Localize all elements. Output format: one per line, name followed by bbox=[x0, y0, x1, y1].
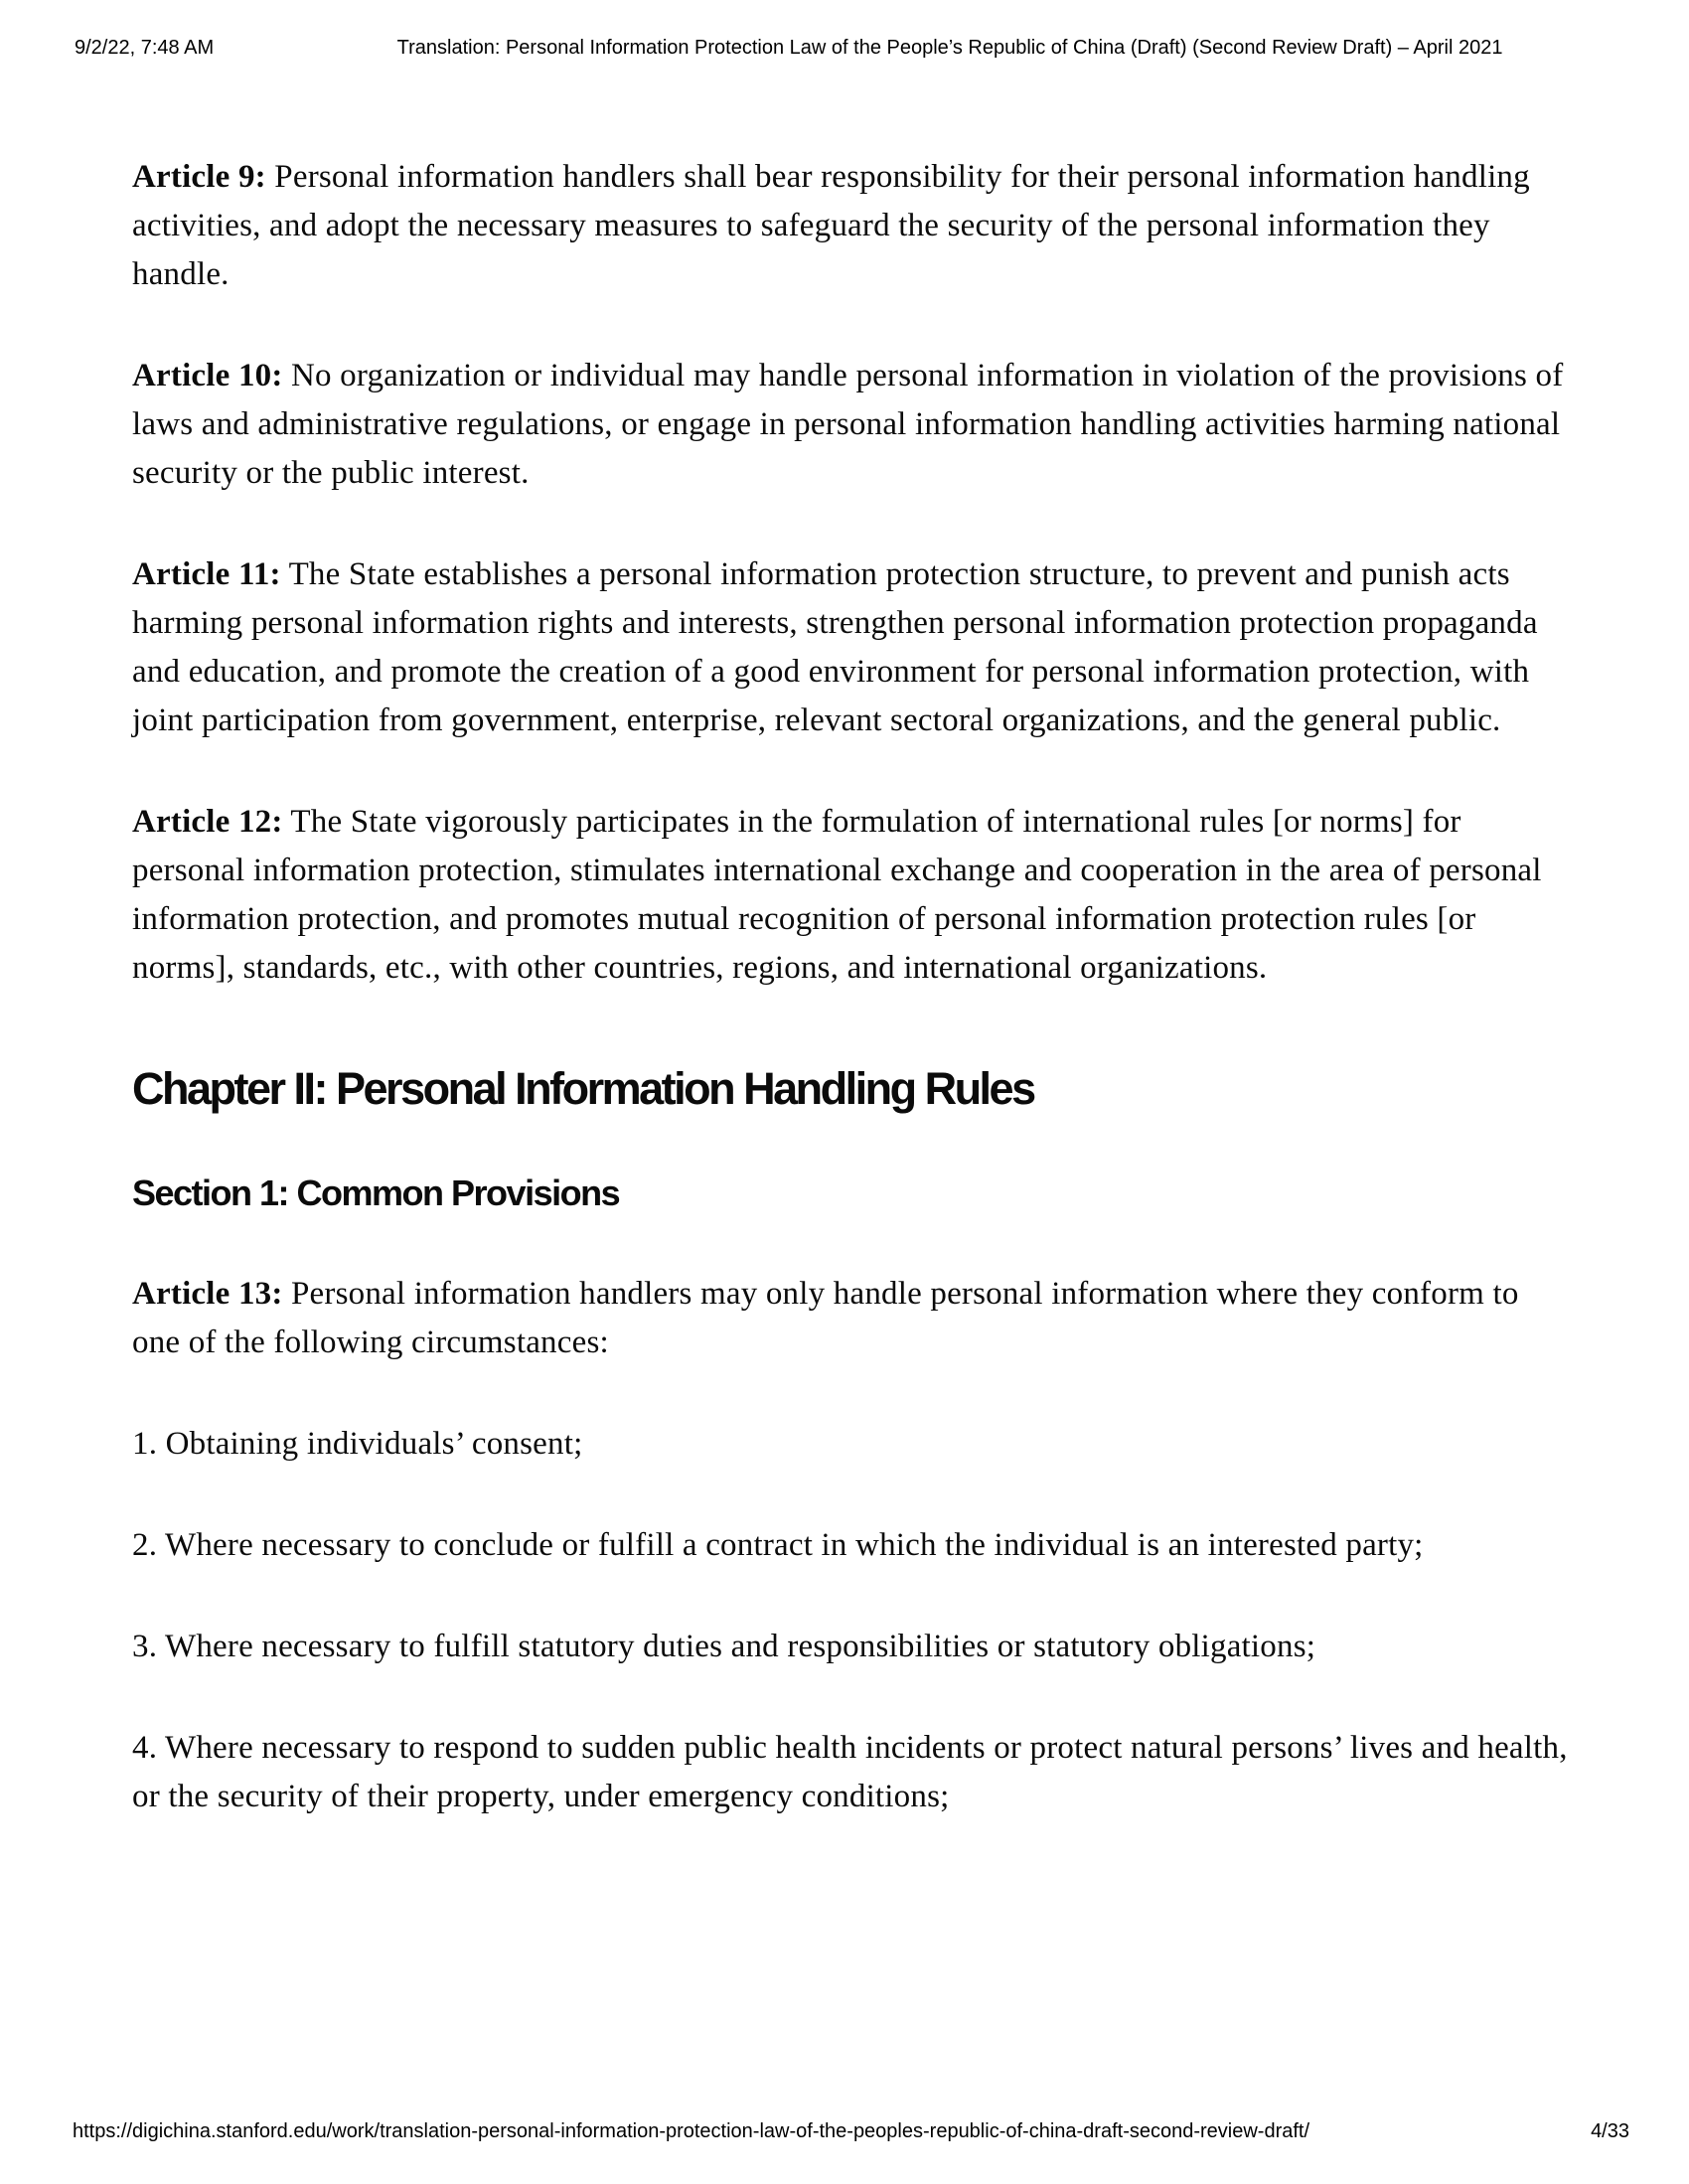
article-9-text: Personal information handlers shall bear responsibility for their personal information handling activities, and adopt the necessary measures to safeguard the security of the personal information they handle. bbox=[132, 159, 1530, 292]
print-document-title: Translation: Personal Information Protection Law of the People’s Republic of China (Draft) (Second Review Draft) – April 2021 bbox=[396, 37, 1503, 59]
list-item-2: 2. Where necessary to conclude or fulfill a contract in which the individual is an interested party; bbox=[132, 1527, 1424, 1563]
article-13-label: Article 13: bbox=[132, 1276, 283, 1312]
article-12-paragraph bbox=[132, 798, 1573, 993]
article-10-text: No organization or individual may handle personal information in violation of the provisions of laws and administrative regulations, or engage in personal information handling activities harming national security or the public interest. bbox=[132, 358, 1564, 491]
list-item-3: 3. Where necessary to fulfill statutory duties and responsibilities or statutory obligations; bbox=[132, 1629, 1316, 1664]
article-10-label: Article 10: bbox=[132, 358, 283, 393]
document-body bbox=[132, 153, 1573, 1874]
print-header bbox=[75, 36, 1626, 60]
list-item-1: 1. Obtaining individuals’ consent; bbox=[132, 1426, 583, 1462]
footer-url: https://digichina.stanford.edu/work/translation-personal-information-protection-law-of-the-peoples-republic-of-china-draft-second-review-draft/ bbox=[73, 2120, 1310, 2142]
list-item-4: 4. Where necessary to respond to sudden public health incidents or protect natural persons’ lives and health, or the security of their property, under emergency conditions; bbox=[132, 1730, 1568, 1814]
article-11-paragraph bbox=[132, 550, 1573, 745]
section-heading: Section 1: Common Provisions bbox=[132, 1172, 620, 1213]
article-12-label: Article 12: bbox=[132, 804, 283, 840]
chapter-heading: Chapter II: Personal Information Handling Rules bbox=[132, 1063, 1034, 1114]
article-11-text: The State establishes a personal information protection structure, to prevent and punish acts harming personal information rights and interests, strengthen personal information protection propaganda and education, and promote the creation of a good environment for personal information protection, with joint participation from government, enterprise, relevant sectoral organizations, and the general public. bbox=[132, 556, 1538, 738]
article-9-paragraph bbox=[132, 153, 1573, 299]
article-9-label: Article 9: bbox=[132, 159, 266, 195]
article-12-text: The State vigorously participates in the formulation of international rules [or norms] for personal information protection, stimulates international exchange and cooperation in the area of personal information protection, and promotes mutual recognition of personal information protection rules [or norms], standards, etc., with other countries, regions, and international organizations. bbox=[132, 804, 1542, 986]
print-datetime: 9/2/22, 7:48 AM bbox=[75, 37, 215, 59]
article-11-label: Article 11: bbox=[132, 556, 281, 592]
article-13-paragraph bbox=[132, 1270, 1573, 1367]
article-13-text: Personal information handlers may only handle personal information where they conform to one of the following circumstances: bbox=[132, 1276, 1519, 1360]
page-number: 4/33 bbox=[1591, 2120, 1629, 2142]
article-10-paragraph bbox=[132, 352, 1573, 498]
print-footer bbox=[73, 2119, 1629, 2143]
